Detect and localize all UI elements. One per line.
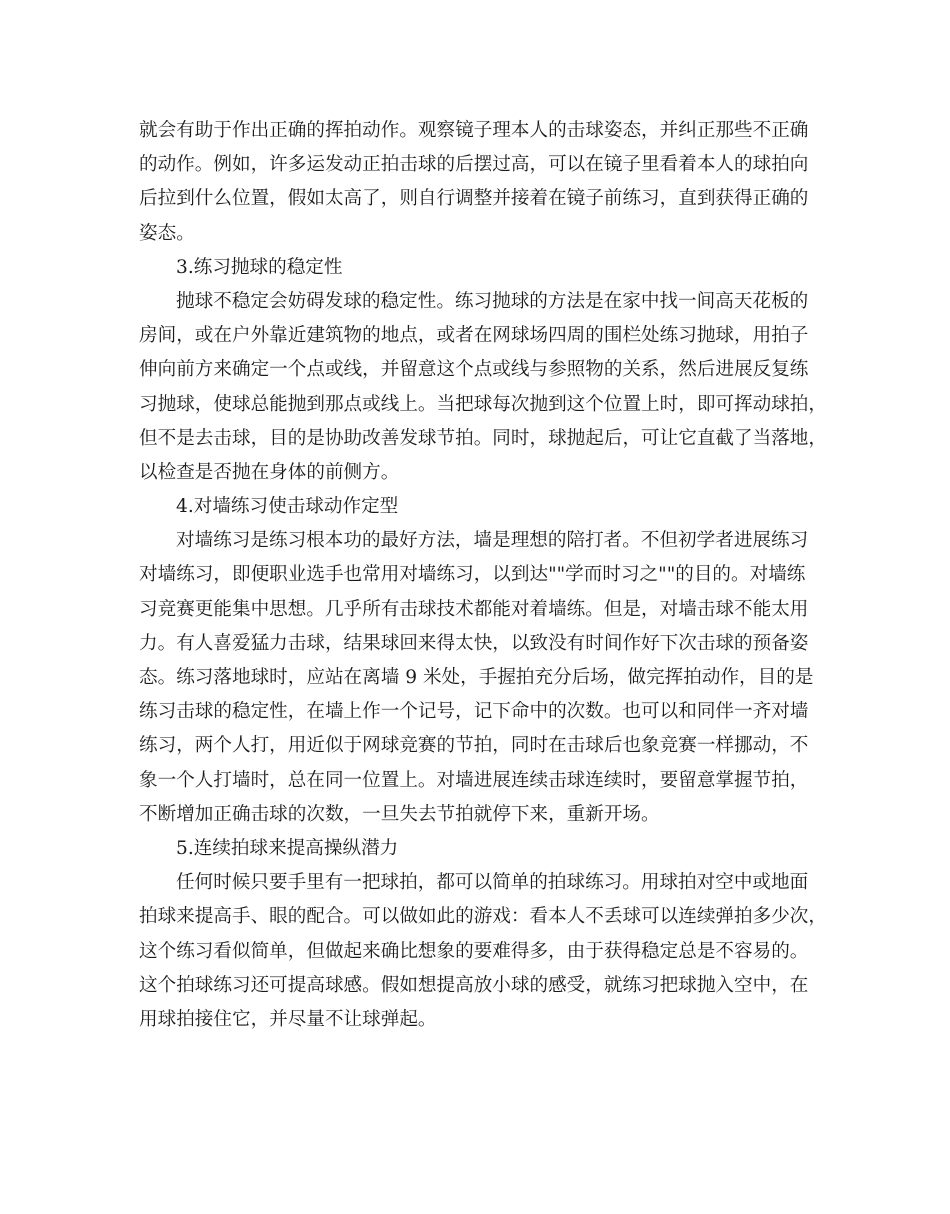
- paragraph-line: 但不是去击球，目的是协助改善发球节拍。同时，球抛起后，可让它直截了当落地，: [139, 427, 827, 449]
- paragraph-line: 这个拍球练习还可提高球感。假如想提高放小球的感受，就练习把球抛入空中，在: [139, 974, 809, 996]
- paragraph-line: 不断增加正确击球的次数，一旦失去节拍就停下来，重新开场。: [139, 803, 660, 825]
- section-heading: 3.练习抛球的稳定性: [176, 256, 343, 278]
- section-heading: 5.连续拍球来提高操纵潜力: [176, 837, 399, 859]
- paragraph-line: 练习，两个人打，用近似于网球竞赛的节拍，同时在击球后也象竞赛一样挪动，不: [139, 735, 809, 757]
- paragraph-line: 任何时候只要手里有一把球拍，都可以简单的拍球练习。用球拍对空中或地面: [176, 872, 809, 894]
- paragraph-line: 这个练习看似简单，但做起来确比想象的要难得多，由于获得稳定总是不容易的。: [139, 940, 809, 962]
- paragraph-line: 习竞赛更能集中思想。几乎所有击球技术都能对着墙练。但是，对墙击球不能太用: [139, 598, 809, 620]
- paragraph-line: 以检查是否抛在身体的前侧方。: [139, 461, 400, 483]
- paragraph-line: 姿态。: [139, 222, 195, 244]
- paragraph-line: 象一个人打墙时，总在同一位置上。对墙进展连续击球连续时，要留意掌握节拍，: [139, 769, 809, 791]
- paragraph-line: 对墙练习，即便职业选手也常用对墙练习，以到达""学而时习之""的目的。对墙练: [139, 564, 806, 586]
- paragraph-line: 练习击球的稳定性，在墙上作一个记号，记下命中的次数。也可以和同伴一齐对墙: [139, 701, 809, 723]
- section-heading: 4.对墙练习使击球动作定型: [176, 496, 399, 518]
- paragraph-line: 拍球来提高手、眼的配合。可以做如此的游戏：看本人不丢球可以连续弹拍多少次，: [139, 906, 827, 928]
- paragraph-line: 抛球不稳定会妨碍发球的稳定性。练习抛球的方法是在家中找一间高天花板的: [176, 290, 809, 312]
- paragraph-line: 就会有助于作出正确的挥拍动作。观察镜子理本人的击球姿态，并纠正那些不正确: [139, 120, 809, 141]
- paragraph-line: 后拉到什么位置，假如太高了，则自行调整并接着在镜子前练习，直到获得正确的: [139, 188, 809, 210]
- paragraph-line: 态。练习落地球时，应站在离墙 9 米处，手握拍充分后场，做完挥拍动作，目的是: [139, 667, 814, 688]
- document-body: [139, 114, 829, 1037]
- paragraph-line: 房间，或在户外靠近建筑物的地点，或者在网球场四周的围栏处练习抛球，用拍子: [139, 325, 809, 347]
- paragraph-line: 的动作。例如，许多运发动正拍击球的后摆过高，可以在镜子里看着本人的球拍向: [139, 154, 809, 176]
- paragraph-line: 用球拍接住它，并尽量不让球弹起。: [139, 1008, 437, 1030]
- paragraph-line: 力。有人喜爱猛力击球，结果球回来得太快，以致没有时间作好下次击球的预备姿: [139, 632, 809, 654]
- paragraph-line: 对墙练习是练习根本功的最好方法，墙是理想的陪打者。不但初学者进展练习: [176, 530, 809, 552]
- paragraph-line: 习抛球，使球总能抛到那点或线上。当把球每次抛到这个位置上时，即可挥动球拍，: [139, 393, 827, 415]
- paragraph-line: 伸向前方来确定一个点或线，并留意这个点或线与参照物的关系，然后进展反复练: [139, 359, 809, 381]
